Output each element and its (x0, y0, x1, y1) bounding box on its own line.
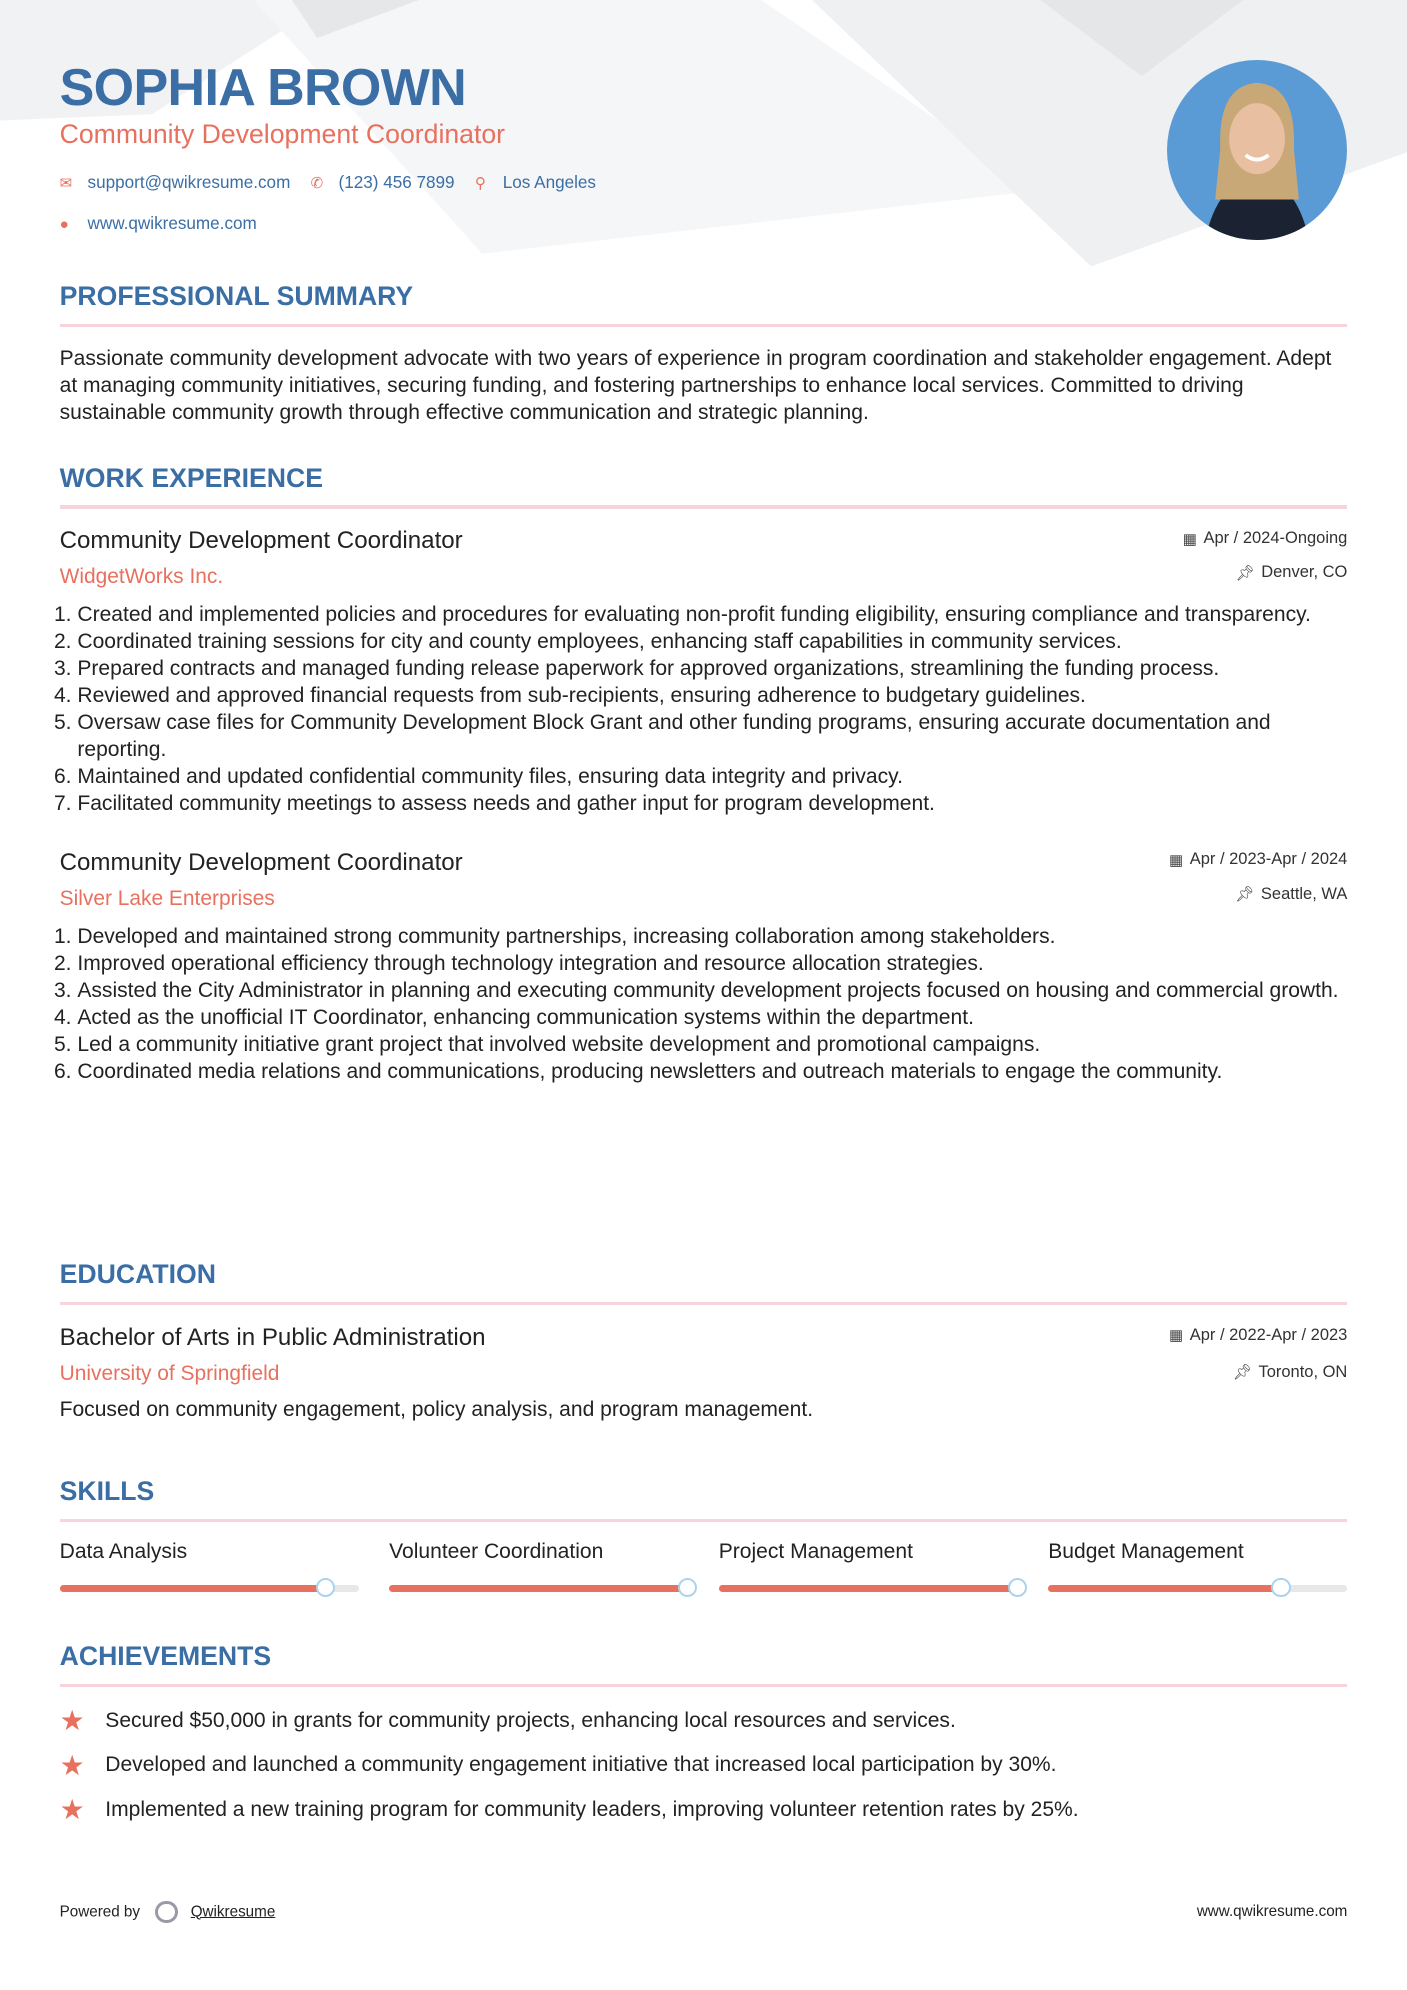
skill-item (389, 1540, 688, 1592)
star-icon: ★ (59, 1749, 85, 1781)
powered-by (60, 1901, 276, 1924)
location-text: Denver, CO (1261, 563, 1348, 582)
skill-item (1048, 1540, 1347, 1592)
skills-heading: SKILLS (59, 1476, 155, 1507)
bullet-item: 1. Created and implemented policies and procedures for evaluating non-profit funding eligibility, ensuring compliance and transparency. (77, 601, 1347, 628)
candidate-title: Community Development Coordinator (59, 119, 506, 150)
website-link[interactable]: www.qwikresume.com (87, 214, 257, 234)
achievement-text: Secured $50,000 in grants for community projects, enhancing local resources and services. (105, 1708, 956, 1732)
degree-title: Bachelor of Arts in Public Administration (59, 1324, 486, 1352)
skill-name: Volunteer Coordination (389, 1540, 604, 1564)
school-name: University of Springfield (59, 1361, 280, 1385)
company-name: WidgetWorks Inc. (59, 565, 224, 589)
achievement-item (60, 1743, 1348, 1787)
bullet-item: 2. Improved operational efficiency through technology integration and resource allocation strategies. (77, 950, 1347, 977)
skill-level-knob (316, 1578, 335, 1597)
education-location (1233, 1363, 1348, 1382)
contact-row (60, 173, 596, 193)
candidate-name: SOPHIA BROWN (59, 59, 467, 118)
qwikresume-logo-icon (155, 1901, 178, 1924)
job-title: Community Development Coordinator (59, 848, 463, 876)
location-text: Seattle, WA (1260, 884, 1348, 903)
section-divider (60, 505, 1348, 509)
summary-text: Passionate community development advocate with two years of experience in program coordination and stakeholder engagement. Adept at managing community initiatives, securing funding, and fostering partnerships to enhance local services. Committed to driving sustainable community growth through effective communication and strategic planning. (59, 347, 1332, 425)
brand-link[interactable]: Qwikresume (190, 1902, 276, 1920)
date-text: Apr / 2024-Ongoing (1203, 529, 1348, 547)
skill-name: Data Analysis (59, 1540, 188, 1564)
experience-heading: WORK EXPERIENCE (59, 462, 323, 493)
achievement-item (60, 1699, 1348, 1743)
date-text: Apr / 2022-Apr / 2023 (1189, 1325, 1348, 1344)
skill-level-fill (389, 1585, 688, 1593)
job-bullets (60, 923, 1348, 1085)
experience-section (60, 461, 1348, 1085)
website-row (60, 214, 257, 234)
location-text: Los Angeles (502, 172, 596, 192)
pin-icon: 📌︎ (1235, 886, 1255, 904)
job-bullets (60, 601, 1348, 817)
location-text: Toronto, ON (1258, 1362, 1348, 1381)
bullet-item: 5. Led a community initiative grant project that involved website development and promotional campaigns. (77, 1031, 1347, 1058)
bullet-item: 7. Facilitated community meetings to assess needs and gather input for program development. (77, 790, 1347, 817)
calendar-icon: ▦ (1182, 530, 1198, 548)
email-link[interactable]: support@qwikresume.com (87, 172, 291, 192)
achievements-section (60, 1639, 1348, 1832)
bullet-item: 3. Assisted the City Administrator in planning and executing community development projects focused on housing and commercial growth. (77, 977, 1347, 1004)
footer-url-link[interactable]: www.qwikresume.com (1196, 1903, 1348, 1921)
star-icon: ★ (59, 1794, 85, 1826)
bullet-item: 3. Prepared contracts and managed funding release paperwork for approved organizations, streamlining the funding process. (77, 655, 1347, 682)
section-divider (60, 324, 1348, 328)
company-name: Silver Lake Enterprises (59, 886, 275, 910)
skill-level-fill (60, 1585, 326, 1593)
phone-text: (123) 456 7899 (338, 172, 455, 192)
achievement-item (60, 1788, 1348, 1832)
section-divider (60, 1684, 1348, 1688)
star-icon: ★ (59, 1705, 85, 1737)
bullet-item: 5. Oversaw case files for Community Development Block Grant and other funding programs, ensuring accurate documentation and reporting. (77, 709, 1347, 763)
education-section (60, 1257, 1348, 1422)
skill-name: Budget Management (1048, 1540, 1244, 1564)
achievement-text: Implemented a new training program for community leaders, improving volunteer retention rates by 25%. (105, 1797, 1079, 1821)
section-divider (60, 1302, 1348, 1306)
phone-icon: ✆ (310, 174, 324, 192)
map-pin-icon: ⚲ (474, 174, 487, 192)
job-date (1183, 529, 1348, 548)
skill-level-bar (719, 1585, 1018, 1593)
skills-section (60, 1474, 1348, 1592)
bullet-item: 2. Coordinated training sessions for city and county employees, enhancing staff capabilities in community services. (77, 628, 1347, 655)
job-location (1236, 563, 1348, 582)
skill-level-knob (1008, 1578, 1027, 1597)
skill-level-fill (719, 1585, 1018, 1593)
bullet-item: 4. Acted as the unofficial IT Coordinator, enhancing communication systems within the department. (77, 1004, 1347, 1031)
achievements-heading: ACHIEVEMENTS (59, 1641, 272, 1672)
skill-level-fill (1048, 1585, 1281, 1593)
skill-level-bar (389, 1585, 688, 1593)
education-date (1169, 1326, 1347, 1345)
job-entry (60, 526, 1348, 817)
skill-level-knob (678, 1578, 697, 1597)
skill-item (719, 1540, 1018, 1592)
bullet-item: 6. Coordinated media relations and communications, producing newsletters and outreach materials to engage the community. (77, 1058, 1347, 1085)
job-date (1169, 850, 1347, 869)
skill-level-bar (60, 1585, 359, 1593)
skill-name: Project Management (718, 1540, 913, 1564)
skill-item (60, 1540, 359, 1592)
bullet-item: 1. Developed and maintained strong community partnerships, increasing collaboration among stakeholders. (77, 923, 1347, 950)
profile-photo (1167, 60, 1347, 240)
job-title: Community Development Coordinator (59, 527, 463, 555)
calendar-icon: ▦ (1169, 1327, 1184, 1345)
education-entry (60, 1323, 1348, 1422)
date-text: Apr / 2023-Apr / 2024 (1189, 850, 1348, 869)
bullet-item: 6. Maintained and updated confidential community files, ensuring data integrity and privacy. (77, 763, 1347, 790)
skill-level-knob (1271, 1578, 1290, 1597)
calendar-icon: ▦ (1169, 851, 1184, 869)
job-location (1235, 885, 1347, 904)
summary-heading: PROFESSIONAL SUMMARY (59, 281, 414, 312)
education-heading: EDUCATION (59, 1259, 216, 1290)
job-entry (60, 848, 1348, 1085)
globe-icon: ● (59, 215, 69, 233)
footer (60, 1901, 1348, 1924)
pin-icon: 📌︎ (1232, 1364, 1253, 1382)
bullet-item: 4. Reviewed and approved financial requests from sub-recipients, ensuring adherence to budgetary guidelines. (77, 682, 1347, 709)
envelope-icon: ✉ (59, 174, 73, 192)
section-divider (60, 1519, 1348, 1523)
summary-section (60, 279, 1348, 426)
pin-icon: 📌︎ (1235, 564, 1255, 582)
powered-by-label: Powered by (59, 1902, 140, 1920)
skill-level-bar (1048, 1585, 1347, 1593)
achievement-text: Developed and launched a community engagement initiative that increased local participation by 30%. (105, 1753, 1057, 1777)
education-description: Focused on community engagement, policy analysis, and program management. (59, 1397, 814, 1421)
